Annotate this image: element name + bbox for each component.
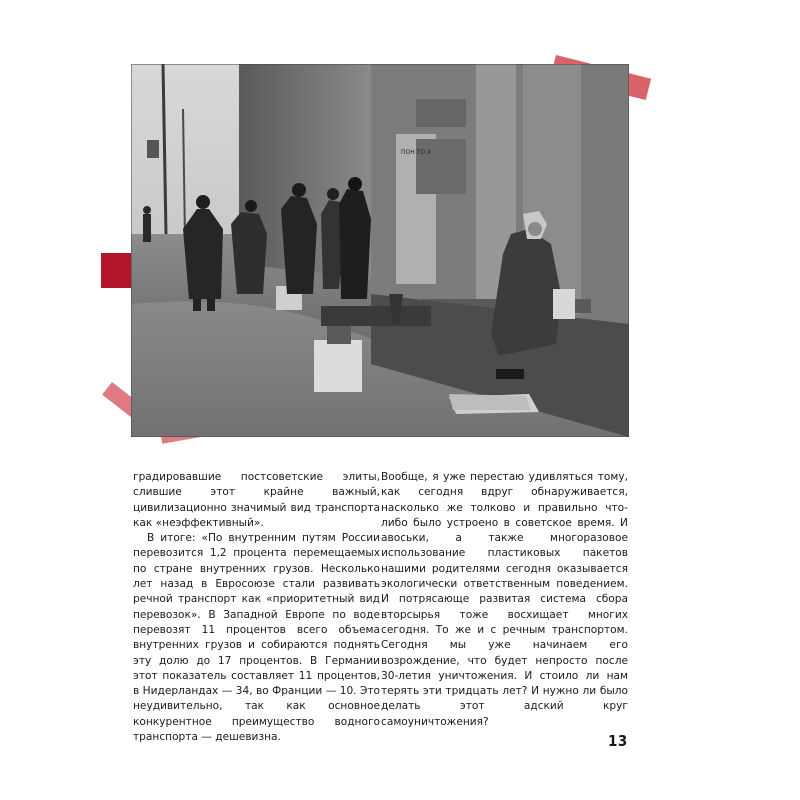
text-column-right: [381, 470, 628, 730]
photo-sign-text: ПОН ТО Х: [401, 149, 432, 156]
page-number: 13: [608, 732, 628, 750]
paragraph-left-2: В итоге: «По внутренним путям России перевозится 1,2 процента перемещаемых по стране внутренних грузов. Несколько лет назад в Евросоюзе стали развивать речной транспорт как «приоритетный вид перевозок». В Западной Европе по воде перевозят 11 процентов всего объема внутренних грузов и собираются поднять эту долю до 17 процентов. В Германии этот показатель составляет 11 процентов, в Нидерландах — 34, во Франции — 10. Это неудивительно, так как основное конкурентное преимущество водного транспорта — дешевизна.: [133, 532, 380, 744]
paragraph-right-1: Вообще, я уже перестаю удивляться тому, как сегодня вдруг обнаруживается, насколько же толково и правильно что-либо было устроено в советское время. И авоськи, а также многоразовое использование пластиковых пакетов нашими родителями сегодня оказывается экологически ответственным поведением. И потрясающе развитая система сбора вторсырья тоже восхищает многих сегодня. То же и с речным транспортом. Сегодня мы уже начинаем его возрождение, что будет непросто после 30-летия уничтожения. И стоило ли нам терять эти тридцать лет? И нужно ли было делать этот адский круг самоуничтожения?: [381, 471, 628, 728]
paragraph-left-1: градировавшие постсоветские элиты, слившие этот крайне важный, цивилизационно значимый вид транспорта как «неэффективный».: [133, 471, 380, 529]
street-photo: [131, 64, 629, 437]
decorative-block-left: [101, 253, 131, 288]
text-column-left: [133, 470, 380, 745]
